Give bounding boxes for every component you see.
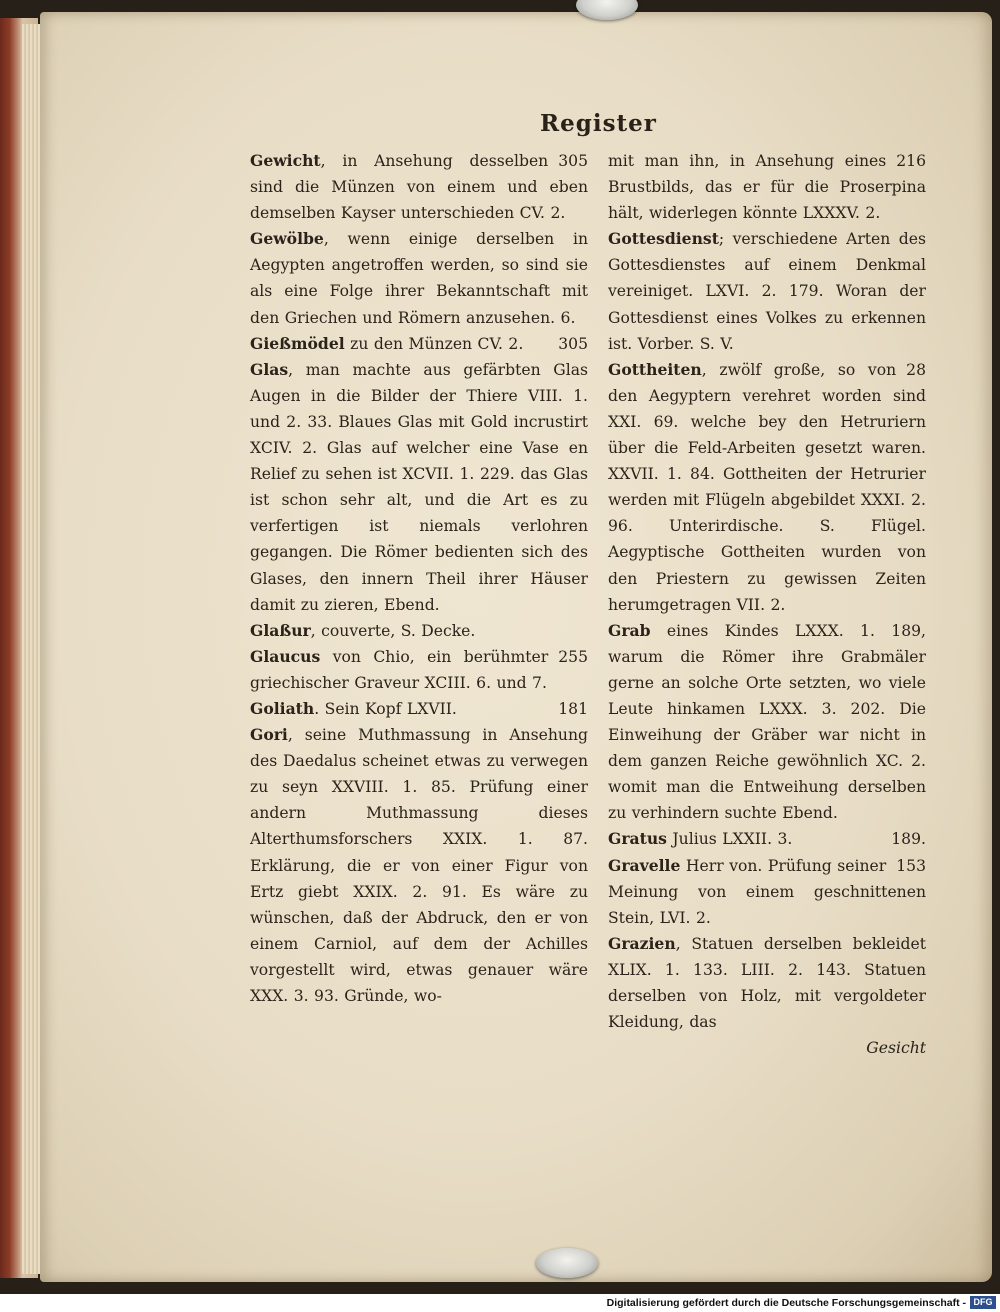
entry-text: Herr von. Prüfung seiner Meinung von einem geschnittenen Stein, LVI. 2.: [608, 856, 926, 927]
register-entry: [608, 826, 926, 852]
entry-page-number: 189.: [891, 830, 926, 849]
entry-headword: Gottesdienst: [608, 229, 719, 249]
entry-text: , Statuen derselben bekleidet XLIX. 1. 133. LIII. 2. 143. Statuen derselben von Holz, mit vergoldeter Kleidung, das: [608, 934, 926, 1032]
entry-text: , wenn einige derselben in Aegypten angetroffen werden, so sind sie als eine Folge ihrer Bekanntschaft mit den Griechen und Römern anzusehen. 6.: [250, 230, 588, 327]
entry-headword: Grab: [608, 620, 651, 640]
register-entry: [608, 226, 926, 356]
entry-text: , in Ansehung desselben sind die Münzen von einem und eben demselben Kayser unterschieden CV. 2.: [250, 152, 588, 223]
left-column: [250, 148, 588, 1009]
footer-credit: Digitalisierung gefördert durch die Deutsche Forschungsgemeinschaft -: [606, 1297, 966, 1309]
entry-page-number: 305: [558, 152, 588, 170]
entry-text: , man machte aus gefärbten Glas Augen in die Bilder der Thiere VIII. 1. und 2. 33. Blaues Glas mit Gold incrustirt XCIV. 2. Glas auf welcher eine Vase en Relief zu sehen ist XCVII. 1. 229. das Glas ist schon sehr alt, und die Art es zu verfertigen ist niemals verlohren gegangen. Die Römer bedienten sich des Glases, den innern Theil ihrer Häuser damit zu zieren, Ebend.: [250, 360, 588, 614]
entry-headword: Glaucus: [250, 646, 321, 666]
page-clip-bottom: [536, 1248, 598, 1278]
entry-page-number: 216: [896, 152, 926, 170]
dfg-logo: DFG: [970, 1296, 996, 1309]
entry-text: Julius LXXII. 3.: [666, 830, 793, 849]
entry-text: , zwölf große, so von den Aegyptern verehret worden sind XXI. 69. welche bey den Hetruriern über die Feld-Arbeiten gesetzt waren. XXVII. 1. 84. Gottheiten der Hetrurier werden mit Flügeln abgebildet XXXI. 2. 96. Unterirdische. S. Flügel. Aegyptische Gottheiten wurden von den Priestern zu gewissen Zeiten herumgetragen VII. 2.: [608, 360, 926, 614]
catchword: Gesicht: [866, 1039, 926, 1058]
register-entry: [250, 696, 588, 722]
entry-headword: Gratus: [608, 829, 667, 849]
entry-headword: Gravelle: [608, 855, 681, 875]
register-entry: [250, 148, 588, 226]
entry-text: mit man ihn, in Ansehung eines Brustbilds, das er für die Proserpina hält, widerlegen könnte LXXXV. 2.: [608, 152, 926, 223]
register-entry: [250, 331, 588, 357]
register-entry: [608, 931, 926, 1035]
entry-headword: Gewicht: [250, 151, 321, 170]
running-head: Register: [540, 110, 657, 137]
entry-headword: Glas: [250, 359, 289, 379]
register-entry: [250, 722, 588, 1009]
entry-text: , seine Muthmassung in Ansehung des Daedalus scheinet etwas zu verwegen zu seyn XXVIII. 1. 85. Prüfung einer andern Muthmassung dieses Alterthumsforschers XXIX. 1. 87. Erklärung, die er von einer Figur von Ertz giebt XXIX. 2. 91. Es wäre zu wünschen, daß der Abdruck, den er von einem Carniol, auf dem der Achilles vorgestellt wird, etwas genauer wäre XXX. 3. 93. Gründe, wo-: [250, 726, 588, 1005]
entry-headword: Grazien: [608, 933, 676, 953]
entry-headword: Goliath: [250, 698, 315, 718]
entry-text: , couverte, S. Decke.: [310, 621, 476, 640]
register-entry: [608, 853, 926, 931]
register-entry: [250, 644, 588, 696]
register-entry: [608, 357, 926, 618]
register-entry: [250, 226, 588, 330]
entry-headword: Gori: [250, 725, 288, 745]
entry-page-number: 181: [558, 699, 588, 718]
entry-text: von Chio, ein berühmter griechischer Graveur XCIII. 6. und 7.: [250, 647, 549, 692]
entry-page-number: 153: [896, 856, 926, 875]
entry-headword: Gießmödel: [250, 333, 345, 353]
entry-page-number: 255: [558, 647, 588, 666]
entry-page-number: 305: [558, 334, 588, 353]
entry-headword: Glaßur: [250, 620, 311, 640]
entry-text: . Sein Kopf LXVII.: [314, 699, 457, 718]
register-entry: [608, 148, 926, 226]
entry-text: zu den Münzen CV. 2.: [344, 334, 524, 353]
entry-headword: Gewölbe: [250, 229, 324, 249]
entry-text: eines Kindes LXXX. 1. 189, warum die Römer ihre Grabmäler gerne an solche Orte setzten, wo viele Leute hinkamen LXXX. 3. 202. Die Einweihung der Gräber war nicht in dem ganzen Reiche gewöhnlich XC. 2. womit man die Entweihung derselben zu verhindern suchte Ebend.: [608, 621, 926, 823]
entry-text: ; verschiedene Arten des Gottesdienstes auf einem Denkmal vereiniget. LXVI. 2. 179. Woran der Gottesdienst eines Volkes zu erkennen ist. Vorber. S. V.: [608, 230, 926, 353]
register-entry: [608, 618, 926, 827]
right-column: [608, 148, 926, 1061]
entry-headword: Gottheiten: [608, 359, 702, 379]
register-entry: [250, 357, 588, 618]
entry-page-number: 28: [906, 360, 926, 379]
register-entry: [250, 618, 588, 644]
